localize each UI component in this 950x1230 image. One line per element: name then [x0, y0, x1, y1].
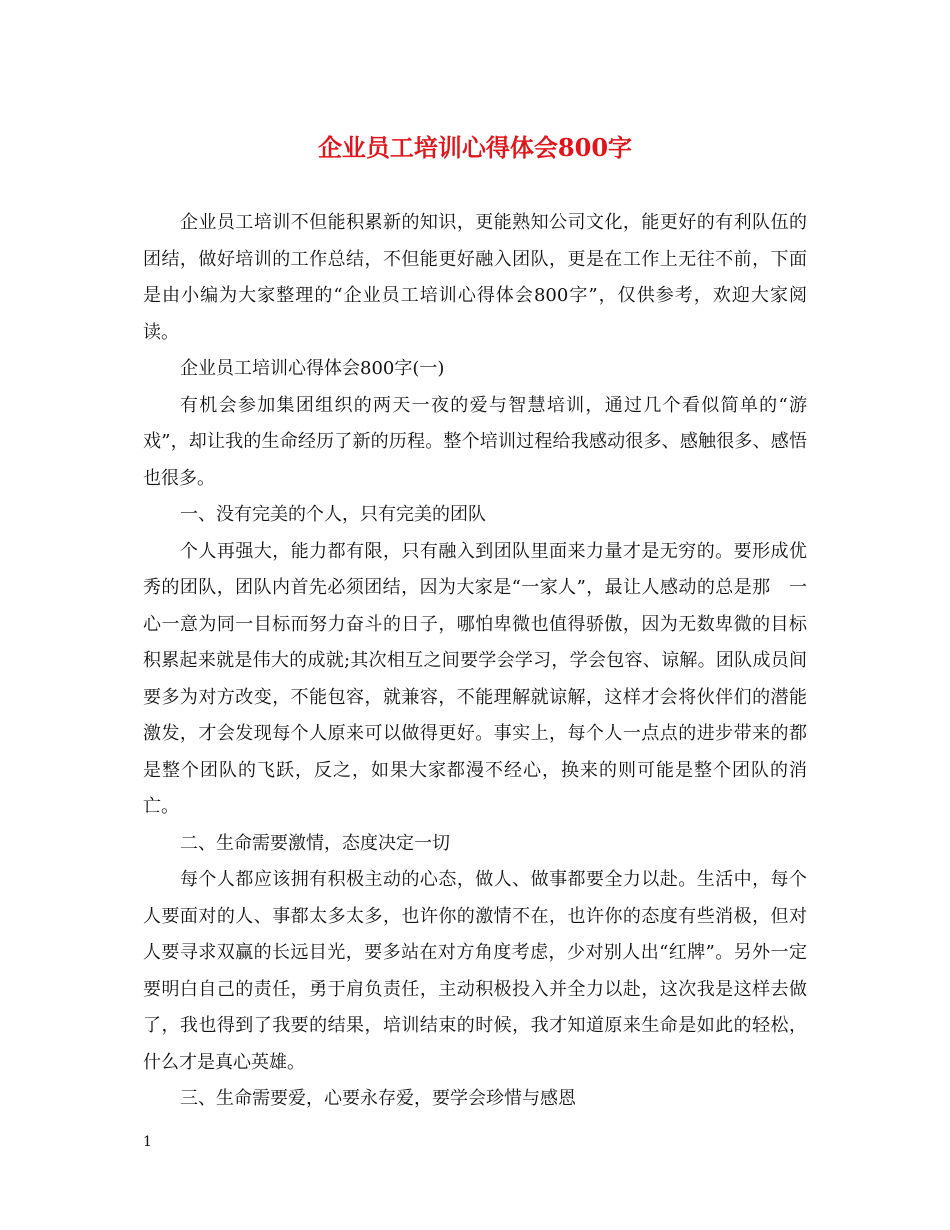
document-body [143, 205, 807, 1118]
point-heading-3: 三、生命需要爱，心要永存爱，要学会珍惜与感恩 [180, 1088, 576, 1109]
body-paragraph: 有机会参加集团组织的两天一夜的爱与智慧培训，通过几个看似简单的“游戏”，却让我的生命经历了新的历程。整个培训过程给我感动很多、感触很多、感悟也很多。 [143, 394, 807, 489]
section-heading: 企业员工培训心得体会800字(一) [180, 358, 445, 379]
point-heading-1: 一、没有完美的个人，只有完美的团队 [180, 504, 486, 525]
point-heading-2: 二、生命需要激情，态度决定一切 [180, 832, 450, 854]
body-paragraph: 个人再强大，能力都有限，只有融入到团队里面来力量才是无穷的。要形成优秀的团队，团队内首先必须团结，因为大家是“一家人”，最让人感动的总是那 一心一意为同一目标而努力奋斗的日子，哪怕卑微也值得骄傲，因为无数卑微的目标积累起来就是伟大的成就;其次相互之间要学会学习，学会包容、谅解。团队成员间要多为对方改变，不能包容，就兼容，不能理解就谅解，这样才会将伙伴们的潜能激发，才会发现每个人原来可以做得更好。事实上，每个人一点点的进步带来的都是整个团队的飞跃，反之，如果大家都漫不经心，换来的则可能是整个团队的消亡。 [143, 540, 807, 817]
document-title: 企业员工培训心得体会800字 [317, 133, 633, 162]
intro-paragraph: 企业员工培训不但能积累新的知识，更能熟知公司文化，能更好的有利队伍的团结，做好培训的工作总结，不但能更好融入团队，更是在工作上无往不前，下面是由小编为大家整理的“企业员工培训心得体会800字”，仅供参考，欢迎大家阅读。 [143, 212, 807, 343]
body-paragraph: 每个人都应该拥有积极主动的心态，做人、做事都要全力以赴。生活中，每个人要面对的人、事都太多太多，也许你的激情不在，也许你的态度有些消极，但对人要寻求双赢的长远目光，要多站在对方角度考虑，少对别人出“红牌”。另外一定要明白自己的责任，勇于肩负责任，主动积极投入并全力以赴，这次我是这样去做了，我也得到了我要的结果，培训结束的时候，我才知道原来生命是如此的轻松，什么才是真心英雄。 [143, 869, 807, 1073]
page-number: 1 [143, 1134, 152, 1150]
